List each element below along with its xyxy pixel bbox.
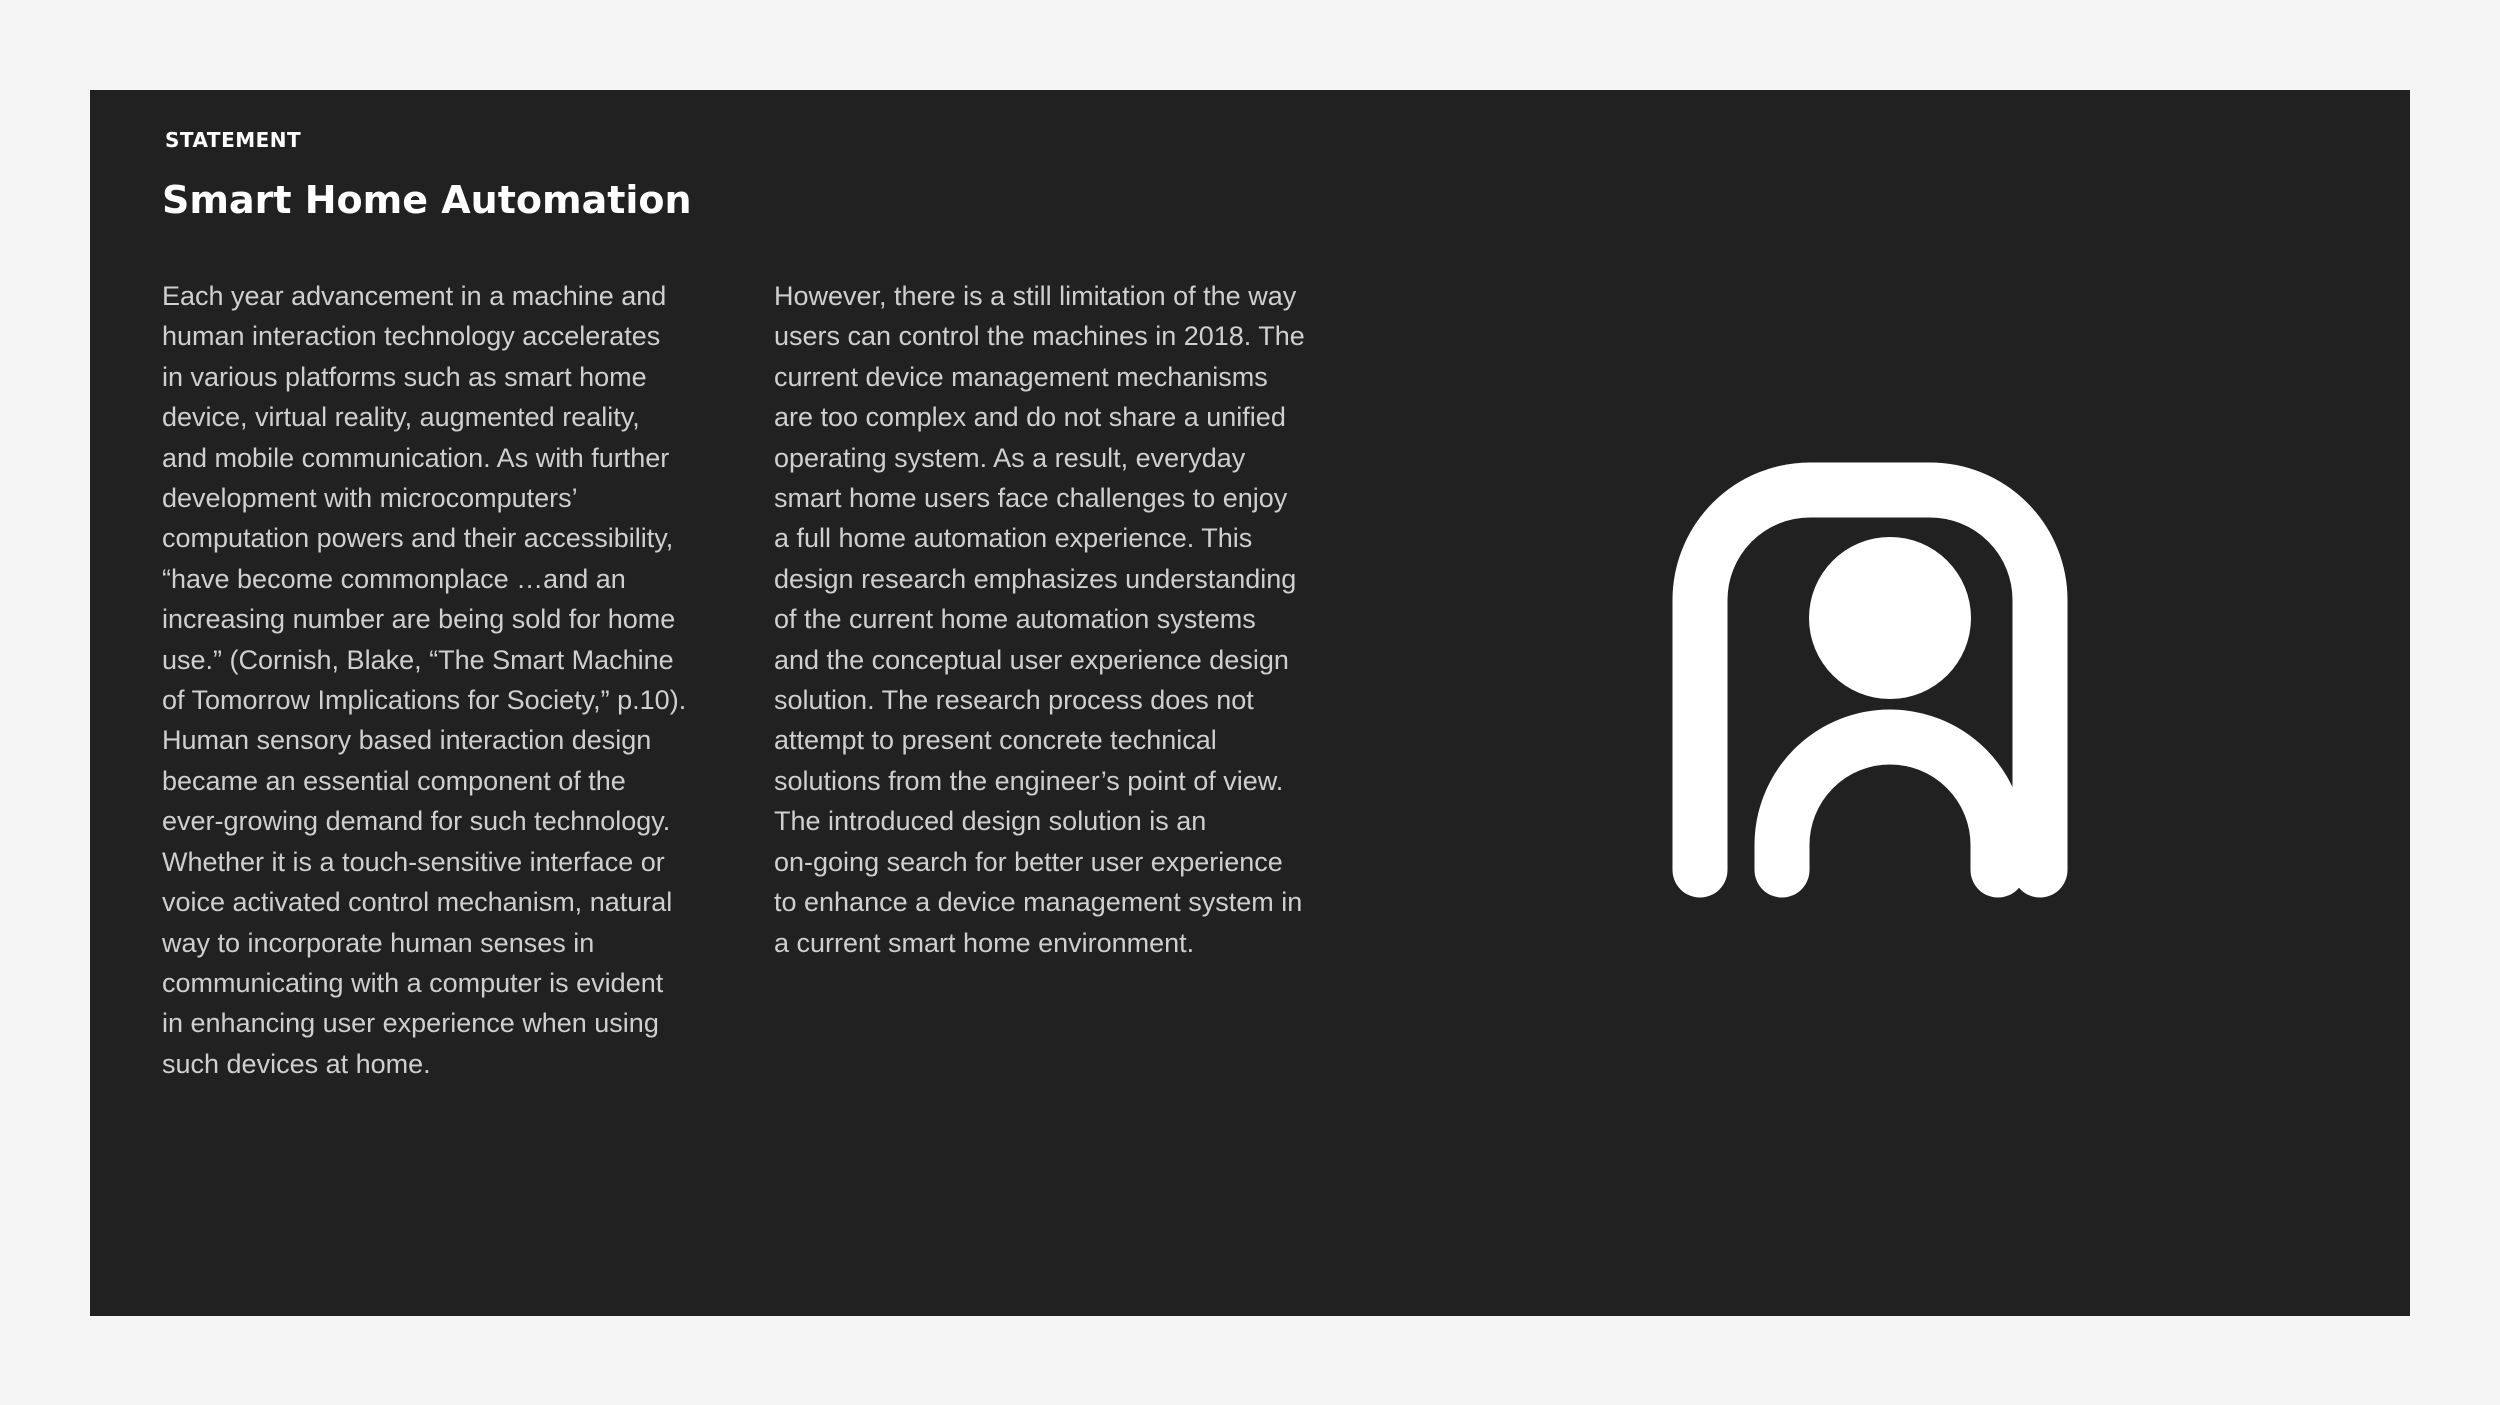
section-eyebrow: STATEMENT [165,128,302,152]
body-text-column-1: Each year advancement in a machine and human interaction technology accelerates in various platforms such as smart home device, virtual reality, augmented reality, and mobile communication. As with further development with microcomputers’ computation powers and their accessibility, “have become commonplace …and an increasing number are being sold for home use.” (Cornish, Blake, “The Smart Machine of Tomorrow Implications for Society,” p.10). Human sensory based interaction design became an essential component of the ever-growing demand for such technology. Whether it is a touch-sensitive interface or voice activated control mechanism, natural way to incorporate human senses in communicating with a computer is evident in enhancing user experience when using such devices at home. [162,281,687,1079]
person-in-doorway-icon [1580,370,2080,920]
person-body-shape [1782,737,1998,870]
body-text-column-2: However, there is a still limitation of the way users can control the machines in 2018. The current device management mechanisms are too complex and do not share a unified operating system. As a result, everyday smart home users face challenges to enjoy a full home automation experience. This design research emphasizes understanding of the current home automation systems and the conceptual user experience design solution. The research process does not attempt to present concrete technical solutions from the engineer’s point of view. The introduced design solution is an on-going search for better user experience to enhance a device management system in a current smart home environment. [774,281,1305,958]
person-head-shape [1809,537,1971,699]
page-title: Smart Home Automation [162,178,692,222]
